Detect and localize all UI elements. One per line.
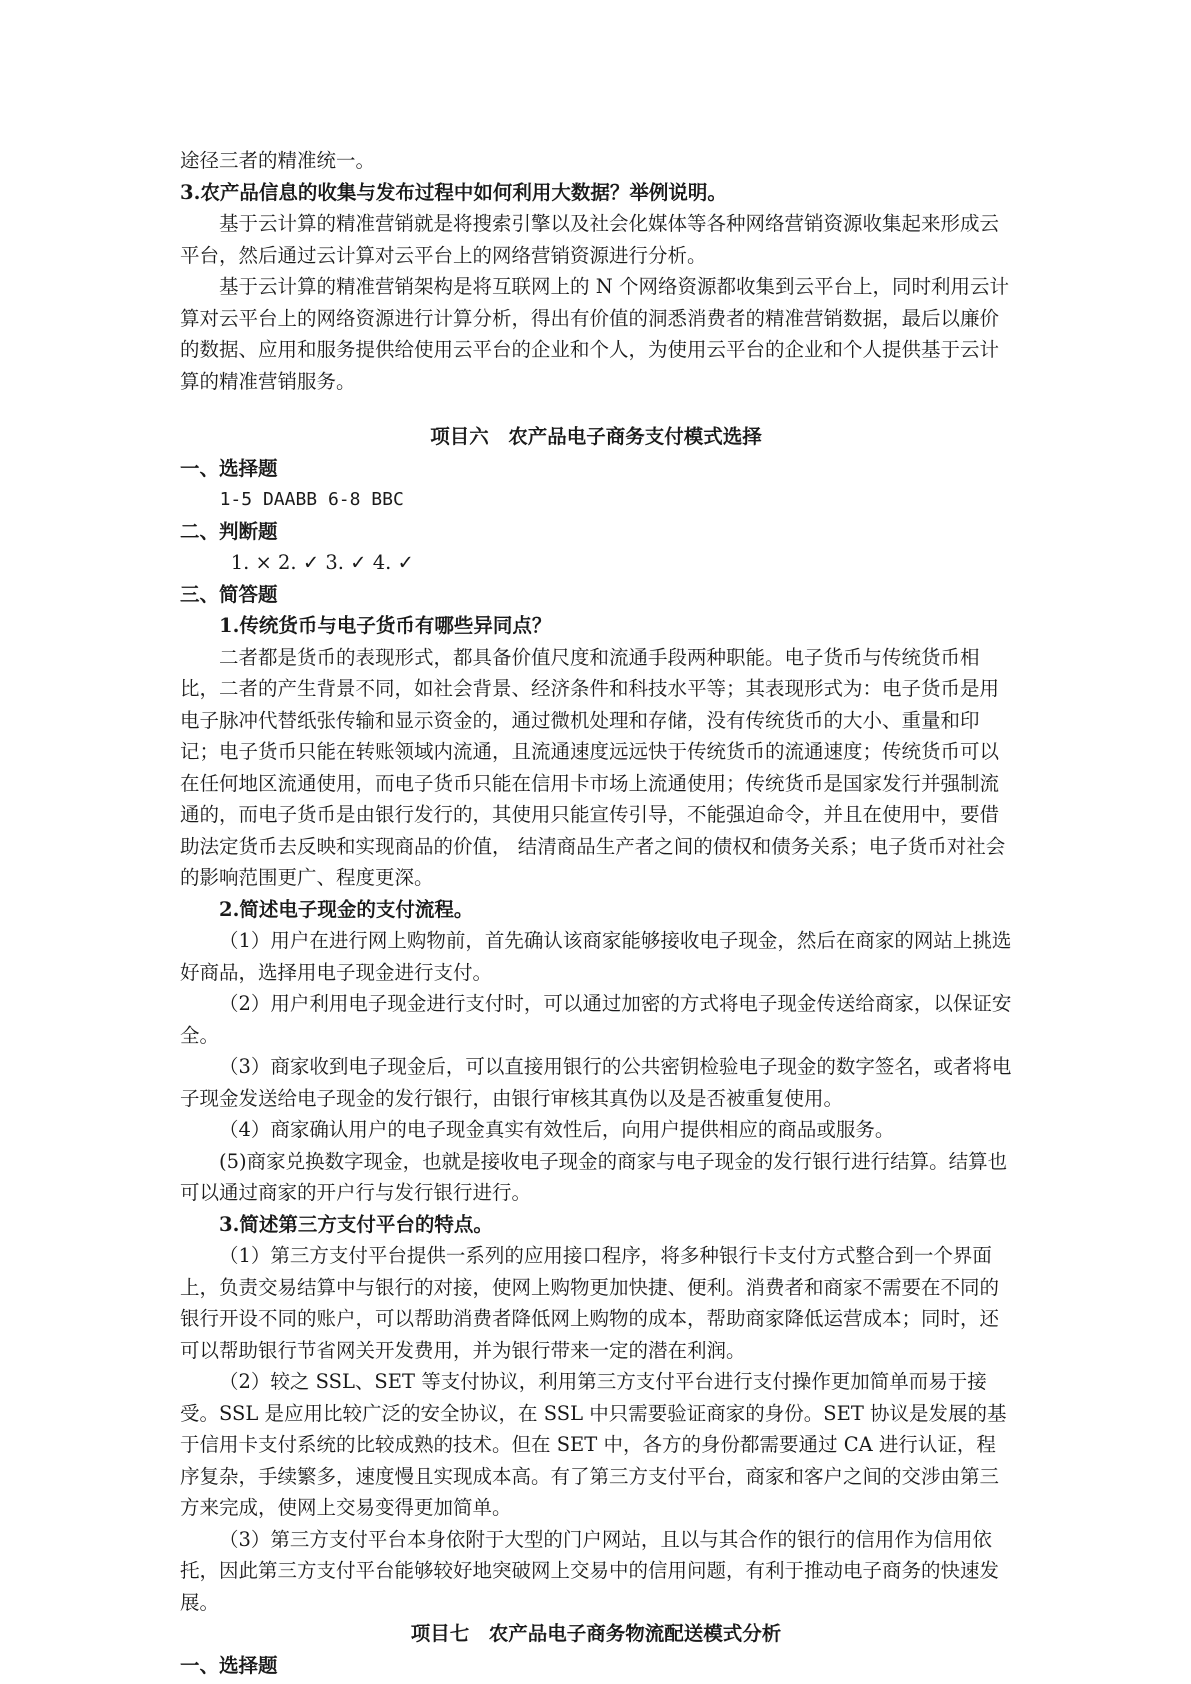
answer-paragraph: 基于云计算的精准营销架构是将互联网上的 N 个网络资源都收集到云平台上，同时利用云计算对云平台上的网络资源进行计算分析，得出有价值的洞悉消费者的精准营销数据，最后以廉价的数据、应用和服务提供给使用云平台的企业和个人，为使用云平台的企业和个人提供基于云计算的精准营销服务。 xyxy=(180,275,1009,393)
list-item: （4）商家确认用户的电子现金真实有效性后，向用户提供相应的商品或服务。 xyxy=(219,1118,895,1141)
document-page xyxy=(180,145,1012,1681)
section-heading: 一、选择题 xyxy=(180,1653,278,1677)
question-heading: 3.简述第三方支付平台的特点。 xyxy=(219,1212,493,1236)
list-item: (5)商家兑换数字现金，也就是接收电子现金的商家与电子现金的发行银行进行结算。结算也可以通过商家的开户行与发行银行进行。 xyxy=(180,1149,1008,1204)
list-item: （3）商家收到电子现金后，可以直接用银行的公共密钥检验电子现金的数字签名，或者将电子现金发送给电子现金的发行银行，由银行审核其真伪以及是否被重复使用。 xyxy=(180,1055,1012,1110)
list-item: （3）第三方支付平台本身依附于大型的门户网站，且以与其合作的银行的信用作为信用依托，因此第三方支付平台能够较好地突破网上交易中的信用问题，有利于推动电子商务的快速发展。 xyxy=(180,1527,1000,1614)
list-item: （2）较之 SSL、SET 等支付协议，利用第三方支付平台进行支付操作更加简单而易于接受。SSL 是应用比较广泛的安全协议，在 SSL 中只需要验证商家的身份。SET 协议是发展的基于信用卡支付系统的比较成熟的技术。但在 SET 中，各方的身份都需要通过 CA 进行认证，程序复杂，手续繁多，速度慢且实现成本高。有了第三方支付平台，商家和客户之间的交涉由第三方来完成，使网上交易变得更加简单。 xyxy=(180,1370,1007,1519)
project-title: 项目七 农产品电子商务物流配送模式分析 xyxy=(410,1622,782,1645)
question-heading: 2.简述电子现金的支付流程。 xyxy=(219,897,474,921)
section-heading: 一、选择题 xyxy=(180,456,278,480)
answer-paragraph: 基于云计算的精准营销就是将搜索引擎以及社会化媒体等各种网络营销资源收集起来形成云平台，然后通过云计算对云平台上的网络营销资源进行分析。 xyxy=(180,212,1000,267)
section-heading: 二、判断题 xyxy=(180,519,278,543)
project-title: 项目六 农产品电子商务支付模式选择 xyxy=(430,425,762,448)
spacer xyxy=(180,397,1012,421)
question-heading: 1.传统货币与电子货币有哪些异同点？ xyxy=(219,614,552,637)
choice-answers: 1-5 DAABB 6-8 BBC xyxy=(219,489,404,510)
list-item: （2）用户利用电子现金进行支付时，可以通过加密的方式将电子现金传送给商家，以保证安全。 xyxy=(180,992,1012,1047)
question-heading: 3.农产品信息的收集与发布过程中如何利用大数据？举例说明。 xyxy=(180,180,727,204)
list-item: （1）用户在进行网上购物前，首先确认该商家能够接收电子现金，然后在商家的网站上挑选好商品，选择用电子现金进行支付。 xyxy=(180,929,1012,984)
list-item: （1）第三方支付平台提供一系列的应用接口程序，将多种银行卡支付方式整合到一个界面上，负责交易结算中与银行的对接，使网上购物更加快捷、便利。消费者和商家不需要在不同的银行开设不同的账户，可以帮助消费者降低网上购物的成本，帮助商家降低运营成本；同时，还可以帮助银行节省网关开发费用，并为银行带来一定的潜在利润。 xyxy=(180,1244,1000,1362)
answer-paragraph: 二者都是货币的表现形式，都具备价值尺度和流通手段两种职能。电子货币与传统货币相比，二者的产生背景不同，如社会背景、经济条件和科技水平等；其表现形式为：电子货币是用电子脉冲代替纸张传输和显示资金的，通过微机处理和存储，没有传统货币的大小、重量和印记；电子货币只能在转账领域内流通，且流通速度远远快于传统货币的流通速度；传统货币可以在任何地区流通使用，而电子货币只能在信用卡市场上流通使用；传统货币是国家发行并强制流通的，而电子货币是由银行发行的，其使用只能宣传引导，不能强迫命令，并且在使用中，要借助法定货币去反映和实现商品的价值， 结清商品生产者之间的债权和债务关系；电子货币对社会的影响范围更广、程度更深。 xyxy=(180,645,1006,889)
paragraph-continuation: 途径三者的精准统一。 xyxy=(180,149,376,172)
section-heading: 三、简答题 xyxy=(180,582,278,606)
judge-answers: 1. × 2. ✓ 3. ✓ 4. ✓ xyxy=(230,551,414,574)
